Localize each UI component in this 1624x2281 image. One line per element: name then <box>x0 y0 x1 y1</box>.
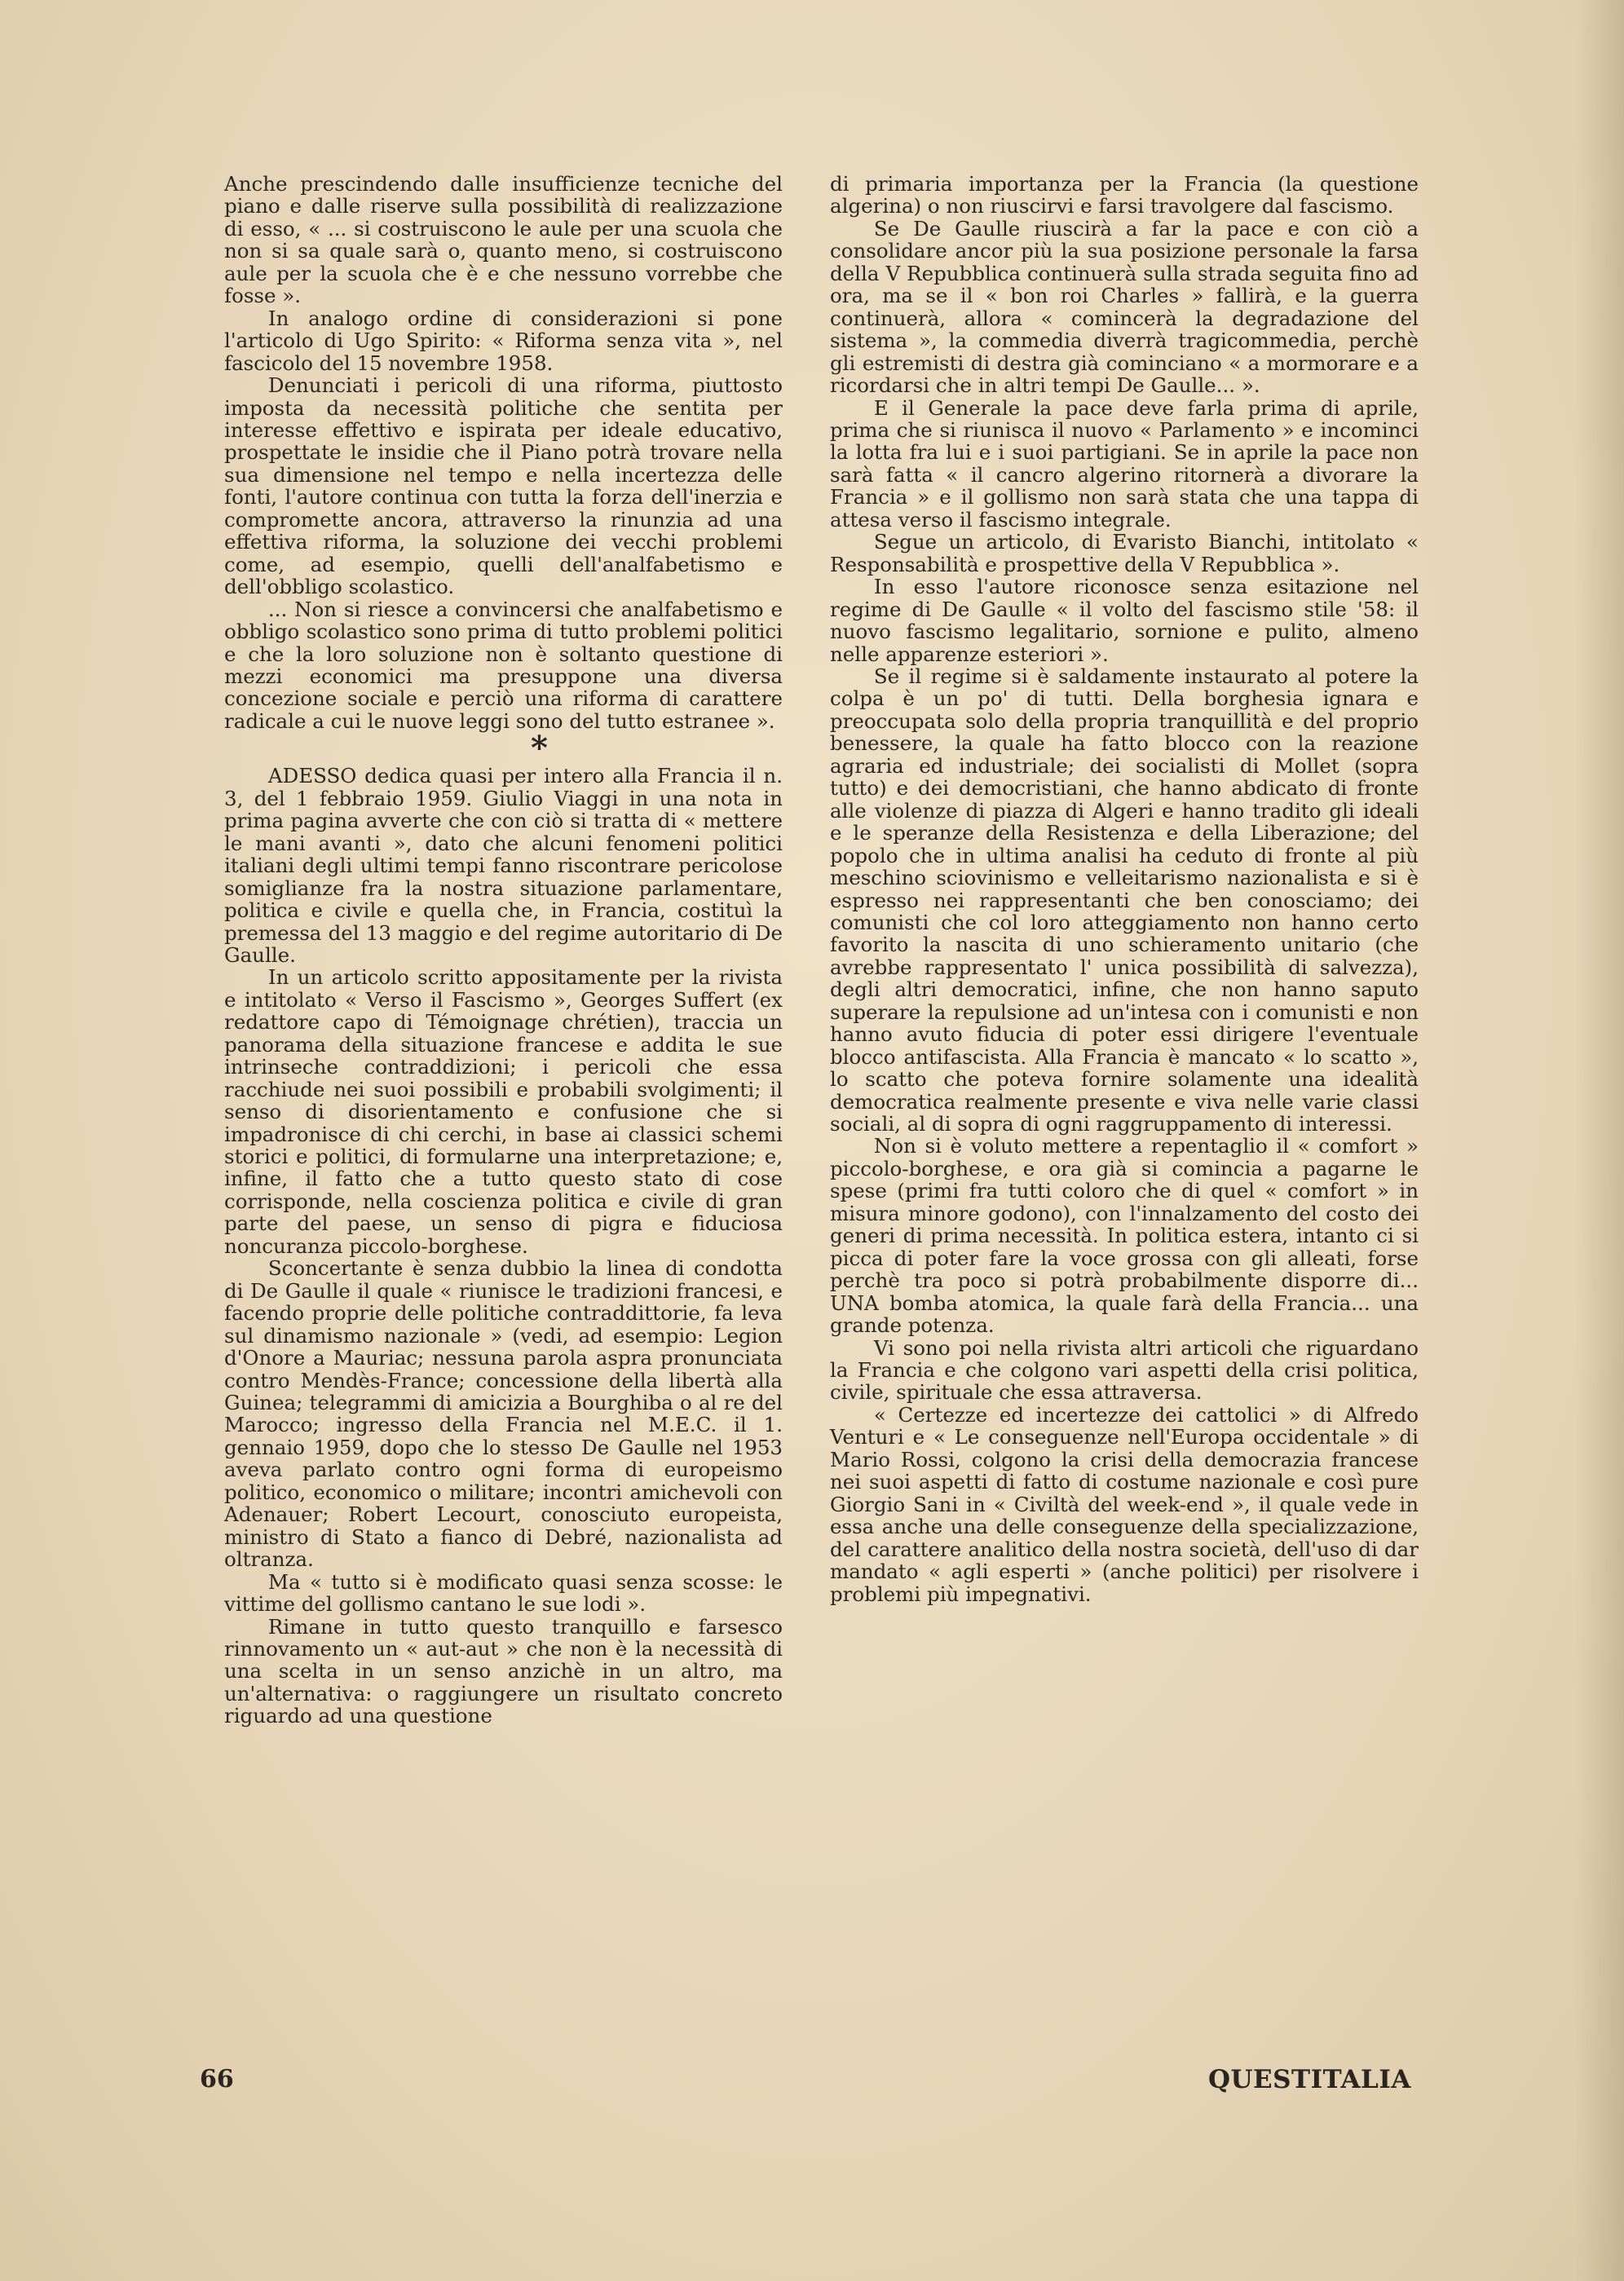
paragraph: In un articolo scritto appositamente per la rivista e intitolato « Verso il Fascismo », Georges Suffert (ex redattore capo di Témoignage chrétien), traccia un panorama della situazione francese e addita le sue intrinseche contraddizioni; i pericoli che essa racchiude nei suoi possibili e probabili svolgimenti; il senso di disorientamento e confusione che si impadronisce di chi cerchi, in base ai classici schemi storici e politici, di formularne una interpretazione; e, infine, il fatto che a tutto questo stato di cose corrisponde, nella coscienza politica e civile di gran parte del paese, un senso di pigra e fiduciosa noncuranza piccolo-borghese. <box>224 965 783 1258</box>
paragraph: Non si è voluto mettere a repentaglio il « comfort » piccolo-borghese, e ora già si comincia a pagarne le spese (primi fra tutti coloro che di quel « comfort » in misura minore godono), con l'innalzamento del costo dei generi di prima necessità. In politica estera, intanto ci si picca di poter fare la voce grossa con gli alleati, forse perchè tra poco si potrà probabilmente disporre di... UNA bomba atomica, la quale farà della Francia... una grande potenza. <box>830 1134 1419 1338</box>
publication-name: QUESTITALIA <box>1208 2065 1411 2094</box>
paragraph: Anche prescindendo dalle insufficienze tecniche del piano e dalle riserve sulla possibilità di realizzazione di esso, « ... si costruiscono le aule per una scuola che non si sa quale sarà o, quanto meno, si costruiscono aule per la scuola che è e che nessuno vorrebbe che fosse ». <box>224 172 783 308</box>
left-column <box>224 173 783 1727</box>
paragraph: « Certezze ed incertezze dei cattolici » di Alfredo Venturi e « Le conseguenze nell'Europa occidentale » di Mario Rossi, colgono la crisi della democrazia francese nei suoi aspetti di fatto di costume nazionale e così pure Giorgio Sani in « Civiltà del week-end », il quale vede in essa anche una delle conseguenze della specializzazione, del carattere analitico della nostra società, dell'uso di dar mandato « agli esperti » (anche politici) per risolvere i problemi più impegnativi. <box>830 1402 1419 1606</box>
paragraph: ADESSO dedica quasi per intero alla Francia il n. 3, del 1 febbraio 1959. Giulio Viaggi in una nota in prima pagina avverte che con ciò si tratta di « mettere le mani avanti », dato che alcuni fenomeni politici italiani degli ultimi tempi fanno riscontrare pericolose somiglianze fra la nostra situazione parlamentare, politica e civile e quella che, in Francia, costituì la premessa del 13 maggio e del regime autoritario di De Gaulle. <box>224 764 783 967</box>
paragraph: Denunciati i pericoli di una riforma, piuttosto imposta da necessità politiche che sentita per interesse effettivo e ispirata per ideale educativo, prospettate le insidie che il Piano potrà trovare nella sua dimensione nel tempo e nella incertezza delle fonti, l'autore continua con tutta la forza dell'inerzia e compromette ancora, attraverso la rinunzia ad una effettiva riforma, la soluzione dei vecchi problemi come, ad esempio, quelli dell'analfabetismo e dell'obbligo scolastico. <box>224 373 783 599</box>
page-edge-shadow <box>1575 0 1624 2281</box>
paragraph: Rimane in tutto questo tranquillo e farsesco rinnovamento un « aut-aut » che non è la necessità di una scelta in un senso anzichè in un altro, ma un'alternativa: o raggiungere un risultato concreto riguardo ad una questione <box>224 1614 783 1728</box>
paragraph: Vi sono poi nella rivista altri articoli che riguardano la Francia e che colgono vari aspetti della crisi politica, civile, spirituale che essa attraversa. <box>830 1335 1419 1405</box>
paragraph: E il Generale la pace deve farla prima di aprile, prima che si riunisca il nuovo « Parlamento » e incominci la lotta fra lui e i suoi partigiani. Se in aprile la pace non sarà fatta « il cancro algerino ritornerà a divorare la Francia » e il gollismo non sarà stata che una tappa di attesa verso il fascismo integrale. <box>830 395 1419 532</box>
paragraph: Ma « tutto si è modificato quasi senza scosse: le vittime del gollismo cantano le sue lodi ». <box>224 1569 783 1617</box>
page-number: 66 <box>200 2065 234 2093</box>
section-separator: * <box>531 729 548 768</box>
paragraph: Segue un articolo, di Evaristo Bianchi, intitolato « Responsabilità e prospettive della V Repubblica ». <box>830 530 1419 576</box>
paragraph: Se De Gaulle riuscirà a far la pace e con ciò a consolidare ancor più la sua posizione personale la farsa della V Repubblica continuerà sulla strada seguita fino ad ora, ma se il « bon roi Charles » fallirà, e la guerra continuerà, allora « comincerà la degradazione del sistema », la commedia diverrà tragicommedia, perchè gli estremisti di destra già cominciano « a mormorare e a ricordarsi che in altri tempi De Gaulle... ». <box>830 216 1419 398</box>
paragraph: di primaria importanza per la Francia (la questione algerina) o non riuscirvi e farsi travolgere dal fascismo. <box>830 172 1419 218</box>
right-column <box>830 173 1419 1605</box>
paragraph: Se il regime si è saldamente instaurato al potere la colpa è un po' di tutti. Della borghesia ignara e preoccupata solo della propria tranquillità e del proprio benessere, la quale ha fatto blocco con la reazione agraria ed industriale; dei socialisti di Mollet (sopra tutto) e dei democristiani, che hanno abdicato di fronte alle violenze di piazza di Algeri e hanno tradito gli ideali e le speranze della Resistenza e della Liberazione; del popolo che in ultima analisi ha ceduto di fronte al più meschino sciovinismo e velleitarismo nazionalista e si è espresso nei rappresentanti che ben conosciamo; dei comunisti che col loro atteggiamento non hanno certo favorito la nascita di uno schieramento unitario (che avrebbe rappresentato l' unica possibilità di salvezza), degli altri democratici, infine, che non hanno saputo superare la repulsione ad un'intesa con i comunisti e non hanno avuto fiducia di poter essi dirigere l'eventuale blocco antifascista. Alla Francia è mancato « lo scatto », lo scatto che poteva fornire solamente una idealità democratica realmente presente e viva nelle varie classi sociali, al di sopra di ogni raggruppamento di interessi. <box>830 664 1419 1136</box>
paragraph: In esso l'autore riconosce senza esitazione nel regime di De Gaulle « il volto del fascismo stile '58: il nuovo fascismo legalitario, sornione e pulito, almeno nelle apparenze esteriori ». <box>830 575 1419 666</box>
paragraph: Sconcertante è senza dubbio la linea di condotta di De Gaulle il quale « riunisce le tradizioni francesi, e facendo proprie delle politiche contraddittorie, fa leva sul dinamismo nazionale » (vedi, ad esempio: Legion d'Onore a Mauriac; nessuna parola aspra pronunciata contro Mendès-France; concessione della libertà alla Guinea; telegrammi di amicizia a Bourghiba o al re del Marocco; ingresso della Francia nel M.E.C. il 1. gennaio 1959, dopo che lo stesso De Gaulle nel 1953 aveva parlato contro ogni forma di europeismo politico, economico o militare; incontri amichevoli con Adenauer; Robert Lecourt, conosciuto europeista, ministro di Stato a fianco di Debré, nazionalista ad oltranza. <box>224 1256 783 1572</box>
paragraph: In analogo ordine di considerazioni si pone l'articolo di Ugo Spirito: « Riforma senza vita », nel fascicolo del 15 novembre 1958. <box>224 306 783 375</box>
paragraph: ... Non si riesce a convincersi che analfabetismo e obbligo scolastico sono prima di tutto problemi politici e che la loro soluzione non è soltanto questione di mezzi economici ma presuppone una diversa concezione sociale e perciò una riforma di carattere radicale a cui le nuove leggi sono del tutto estranee ». <box>224 597 783 733</box>
